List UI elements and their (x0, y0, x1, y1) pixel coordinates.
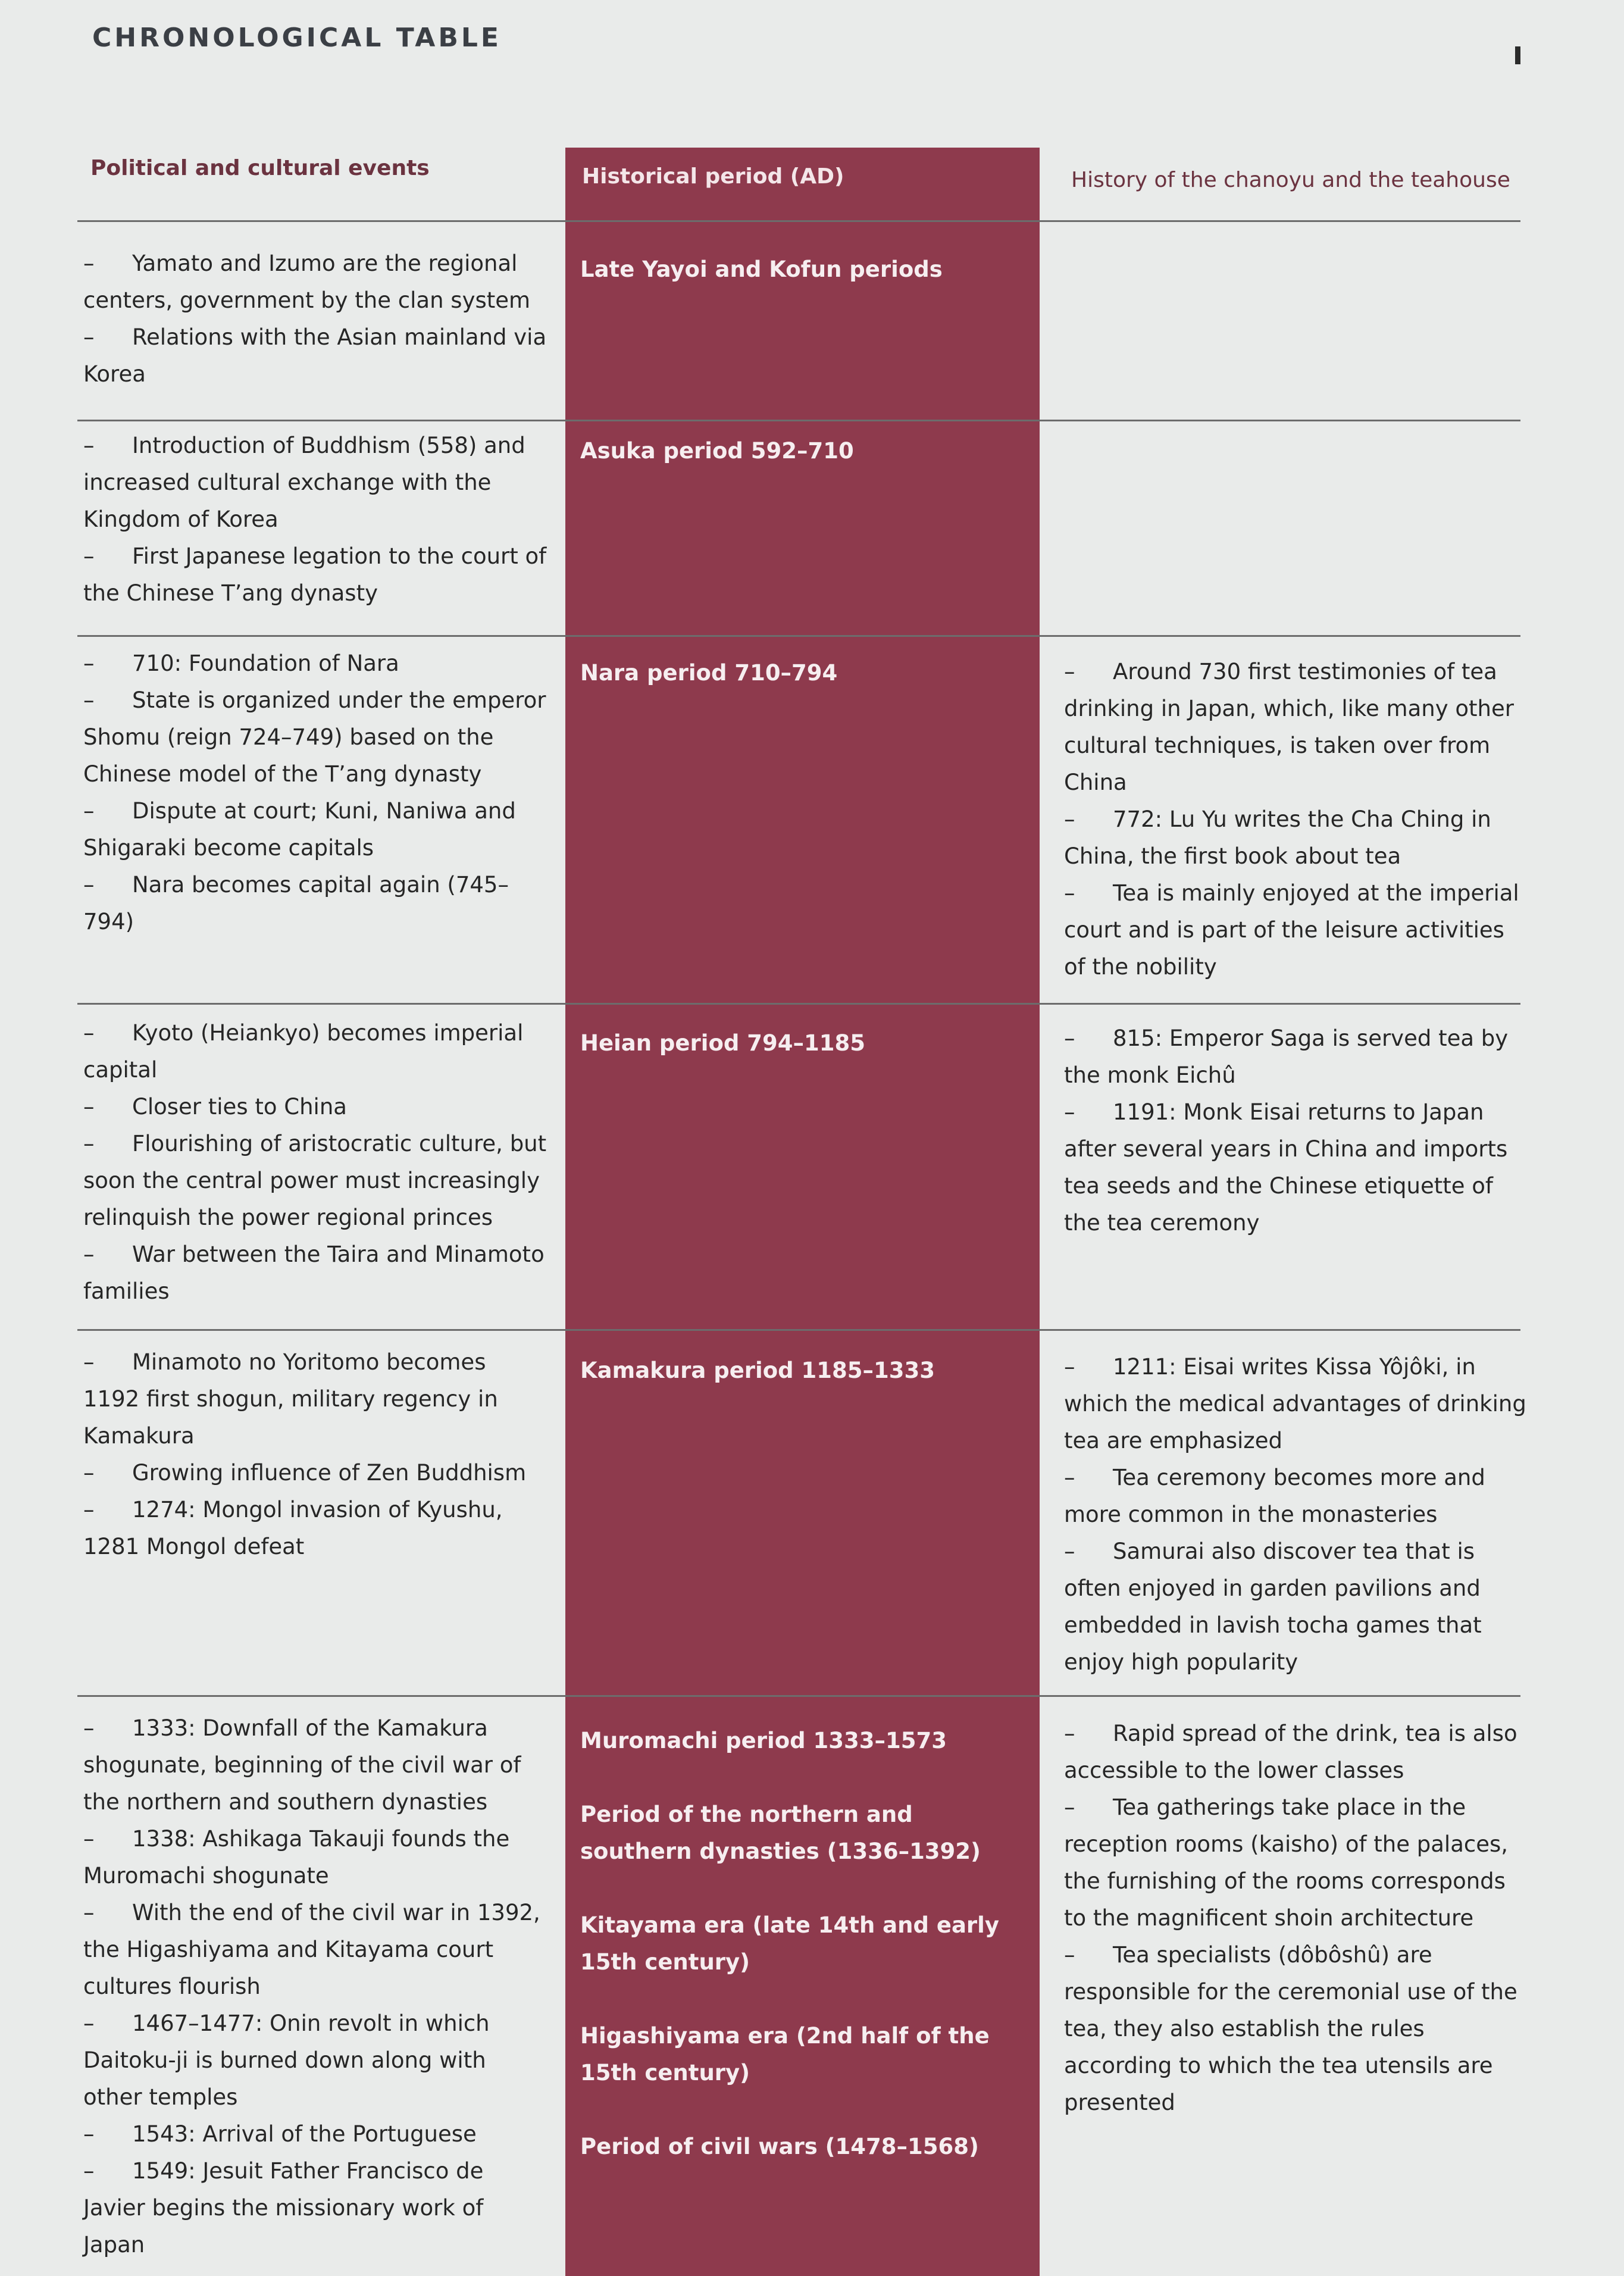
tea-item: – Around 730 first testimonies of tea drinking in Japan, which, like many other cultural techniques, is taken over from China (1064, 659, 1514, 795)
event-item: – Minamoto no Yoritomo becomes 1192 first shogun, military regency in Kamakura (83, 1349, 498, 1449)
event-item: – 1338: Ashikaga Takauji founds the Muromachi shogunate (83, 1826, 510, 1889)
event-item: – Kyoto (Heiankyo) becomes imperial capital (83, 1020, 524, 1083)
period-label (580, 1722, 1021, 2165)
page-title: CHRONOLOGICAL TABLE (92, 23, 502, 53)
row-divider (77, 220, 1520, 222)
tea-item: – 815: Emperor Saga is served tea by the monk Eichû (1064, 1026, 1509, 1088)
event-item: – With the end of the civil war in 1392, the Higashiyama and Kitayama court cultures flourish (83, 1900, 540, 1999)
event-item: – 1543: Arrival of the Portuguese (83, 2121, 477, 2147)
tea-item: – 1191: Monk Eisai returns to Japan after several years in China and imports tea seeds and the Chinese etiquette of the tea ceremony (1064, 1099, 1508, 1236)
period-label (580, 1025, 1021, 1062)
period-name: Period of civil wars (1478–1568) (580, 2134, 979, 2159)
tea-history-cell (1064, 1020, 1528, 1242)
row-divider (77, 1695, 1520, 1697)
tea-item: – Tea is mainly enjoyed at the imperial court and is part of the leisure activities of the nobility (1064, 880, 1519, 980)
political-events-cell (83, 427, 547, 612)
period-label (580, 433, 1021, 470)
event-item: – Flourishing of aristocratic culture, but soon the central power must increasingly relinquish the power regional princes (83, 1131, 547, 1230)
event-item: – 1274: Mongol invasion of Kyushu, 1281 Mongol defeat (83, 1497, 503, 1559)
political-events-cell (83, 645, 547, 940)
tea-item: – Samurai also discover tea that is often enjoyed in garden pavilions and embedded in lavish tocha games that enjoy high popularity (1064, 1539, 1482, 1675)
row-divider (77, 1329, 1520, 1331)
tea-history-cell (1064, 1349, 1528, 1681)
event-item: – Nara becomes capital again (745–794) (83, 872, 509, 934)
header-historical-period: Historical period (AD) (582, 164, 844, 189)
page-mark (1515, 46, 1520, 64)
period-name: Asuka period 592–710 (580, 438, 854, 464)
period-name: Period of the northern and southern dynasties (1336–1392) (580, 1802, 981, 1864)
tea-item: – Tea gatherings take place in the reception rooms (kaisho) of the palaces, the furnishing of the rooms corresponds to the magnificent shoin architecture (1064, 1794, 1509, 1931)
tea-item: – 1211: Eisai writes Kissa Yôjôki, in which the medical advantages of drinking tea are emphasized (1064, 1354, 1526, 1453)
tea-item: – 772: Lu Yu writes the Cha Ching in China, the first book about tea (1064, 806, 1491, 869)
event-item: – 1333: Downfall of the Kamakura shogunate, beginning of the civil war of the northern and southern dynasties (83, 1715, 521, 1815)
period-label (580, 251, 1021, 288)
period-name: Kamakura period 1185–1333 (580, 1358, 935, 1383)
header-political-events: Political and cultural events (90, 156, 430, 180)
header-chanoyu-history: History of the chanoyu and the teahouse (1071, 168, 1510, 192)
event-item: – Closer ties to China (83, 1094, 347, 1120)
political-events-cell (83, 1015, 547, 1310)
period-name: Nara period 710–794 (580, 660, 838, 686)
event-item: – First Japanese legation to the court of the Chinese T’ang dynasty (83, 543, 547, 606)
political-events-cell (83, 1710, 547, 2264)
event-item: – 1467–1477: Onin revolt in which Daitoku-ji is burned down along with other temples (83, 2011, 490, 2110)
period-name: Late Yayoi and Kofun periods (580, 257, 943, 282)
period-name: Kitayama era (late 14th and early 15th century) (580, 1912, 999, 1975)
event-item: – War between the Taira and Minamoto families (83, 1242, 545, 1304)
event-item: – 710: Foundation of Nara (83, 651, 399, 676)
political-events-cell (83, 1344, 547, 1565)
row-divider (77, 420, 1520, 421)
event-item: – Yamato and Izumo are the regional centers, government by the clan system (83, 251, 531, 313)
political-events-cell (83, 245, 547, 393)
tea-item: – Tea ceremony becomes more and more common in the monasteries (1064, 1465, 1485, 1527)
event-item: – Dispute at court; Kuni, Naniwa and Shigaraki become capitals (83, 798, 516, 861)
event-item: – Growing influence of Zen Buddhism (83, 1460, 527, 1486)
event-item: – 1549: Jesuit Father Francisco de Javier begins the missionary work of Japan (83, 2158, 484, 2258)
event-item: – State is organized under the emperor Shomu (reign 724–749) based on the Chinese model of the T’ang dynasty (83, 687, 546, 787)
period-name: Higashiyama era (2nd half of the 15th century) (580, 2023, 990, 2086)
period-name: Heian period 794–1185 (580, 1030, 865, 1056)
tea-item: – Tea specialists (dôbôshû) are responsible for the ceremonial use of the tea, they also establish the rules according to which the tea utensils are presented (1064, 1942, 1517, 2115)
event-item: – Introduction of Buddhism (558) and increased cultural exchange with the Kingdom of Korea (83, 433, 525, 532)
period-name: Muromachi period 1333–1573 (580, 1728, 947, 1753)
tea-history-cell (1064, 1715, 1528, 2121)
period-label (580, 1352, 1021, 1389)
tea-history-cell (1064, 654, 1528, 986)
event-item: – Relations with the Asian mainland via Korea (83, 324, 547, 387)
row-divider (77, 635, 1520, 637)
row-divider (77, 1003, 1520, 1005)
tea-item: – Rapid spread of the drink, tea is also accessible to the lower classes (1064, 1721, 1517, 1783)
period-label (580, 655, 1021, 692)
